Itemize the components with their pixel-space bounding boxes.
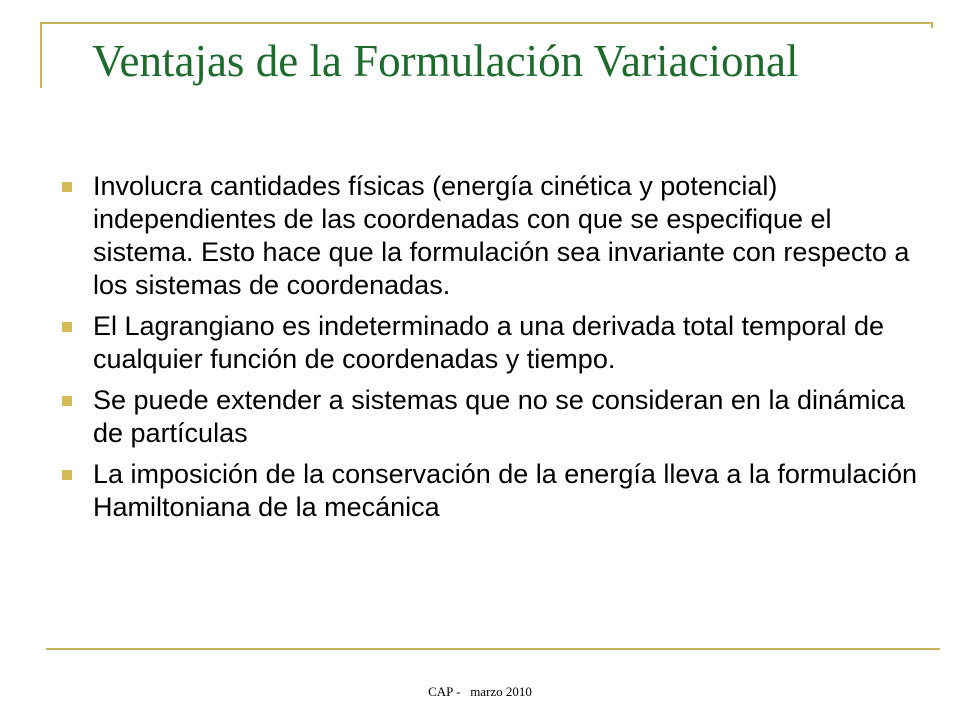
bullet-text: Involucra cantidades físicas (energía cinética y potencial) independientes de las coordenadas con que se especifique el sistema. Esto hace que la formulación sea invariante con respecto a los sistemas de coordenadas.	[93, 171, 910, 300]
bullet-item	[62, 458, 922, 524]
bullet-item	[62, 384, 922, 450]
bullet-list	[62, 170, 922, 532]
square-bullet-icon	[62, 396, 72, 406]
square-bullet-icon	[62, 470, 72, 480]
square-bullet-icon	[62, 182, 72, 192]
bullet-item	[62, 170, 922, 302]
bullet-text: La imposición de la conservación de la energía lleva a la formulación Hamiltoniana de la mecánica	[93, 459, 917, 522]
footer-divider	[46, 648, 940, 650]
bullet-text: Se puede extender a sistemas que no se consideran en la dinámica de partículas	[93, 385, 906, 448]
frame-right-tick	[931, 22, 933, 28]
slide-footer: CAP - marzo 2010	[428, 684, 532, 699]
bullet-item	[62, 310, 922, 376]
square-bullet-icon	[62, 322, 72, 332]
slide-title: Ventajas de la Formulación Variacional	[92, 36, 799, 86]
bullet-text: El Lagrangiano es indeterminado a una derivada total temporal de cualquier función de coordenadas y tiempo.	[93, 311, 885, 374]
frame-top-line	[40, 22, 933, 24]
frame-left-line	[40, 22, 42, 88]
